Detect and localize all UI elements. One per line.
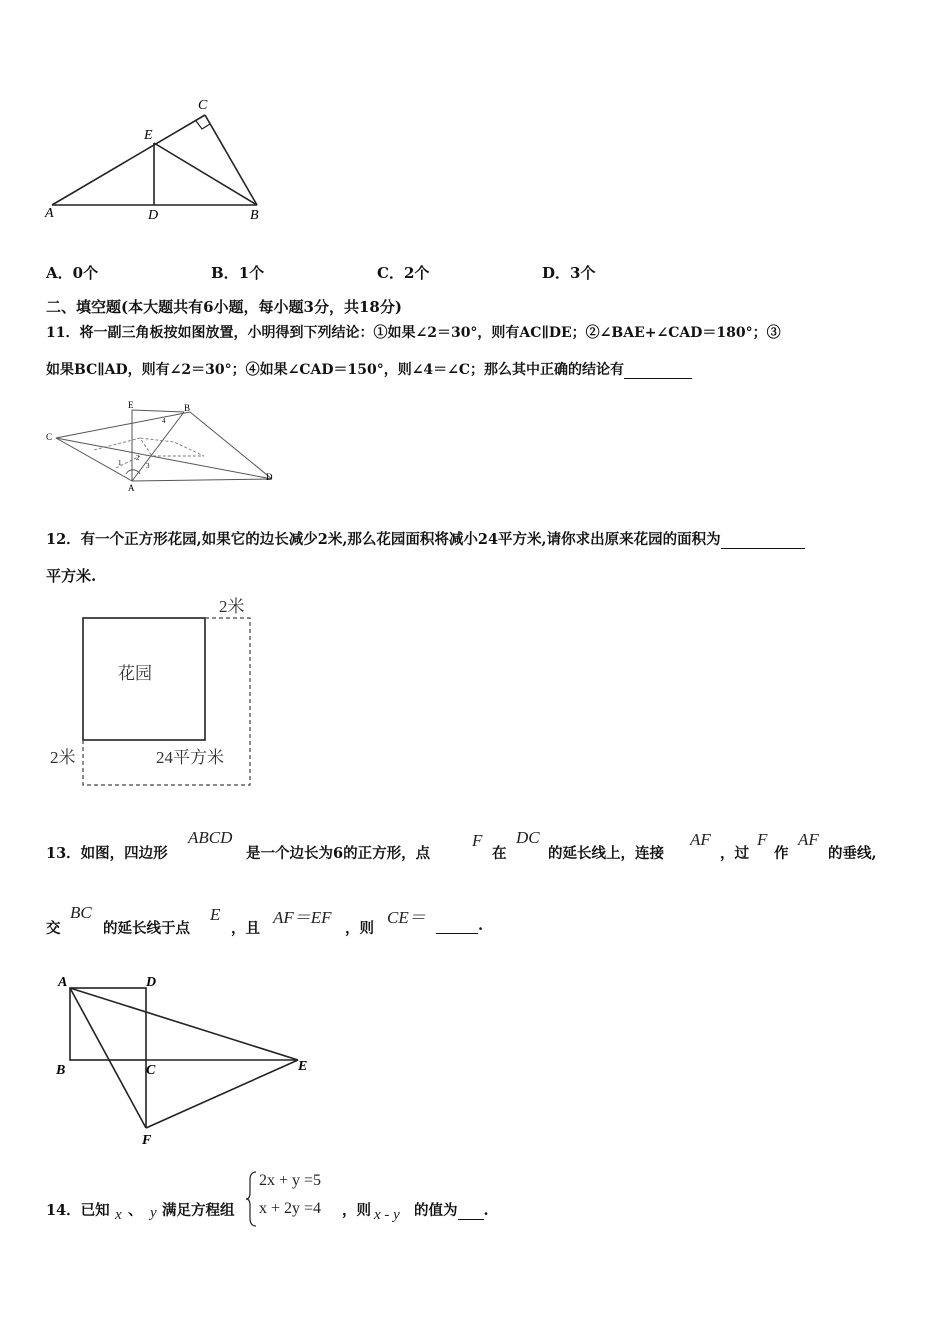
segment-ad: [132, 479, 272, 481]
q12-line2: 平方米.: [46, 567, 97, 585]
q12-line1: [46, 528, 805, 549]
q14-eq2: x + 2y =4: [259, 1200, 322, 1217]
label-f: F: [142, 1133, 152, 1148]
area-label: 24平方米: [156, 748, 224, 767]
option-b-text: 1个: [238, 264, 265, 282]
q11-answer-blank[interactable]: [624, 362, 692, 379]
label-a: A: [128, 483, 135, 493]
q13-e: E: [210, 905, 221, 924]
option-a[interactable]: [46, 262, 98, 283]
q13-af1: AF: [690, 830, 711, 849]
q13-end: .: [478, 917, 484, 934]
option-b-letter: B．: [211, 264, 239, 282]
q14-expr: x - y: [374, 1207, 400, 1223]
q13-line1-e: ，过: [720, 845, 749, 862]
section-heading: 二、填空题(本大题共有6小题，每小题3分，共18分): [46, 298, 402, 316]
label-a: A: [45, 206, 54, 221]
segment-eb: [154, 143, 257, 205]
q14-x: x: [115, 1207, 122, 1223]
q13-abcd: ABCD: [188, 828, 233, 847]
q13-bc: BC: [70, 903, 92, 922]
option-d-text: 3个: [570, 264, 596, 282]
label-a: A: [58, 975, 68, 990]
q14-y: y: [150, 1205, 157, 1221]
segment-eb: [132, 410, 184, 412]
q13-ce-eq: CE＝: [387, 908, 426, 927]
q12-figure: [40, 593, 270, 793]
q11-line1: 11．将一副三角板按如图放置，小明得到下列结论：①如果∠2＝30°，则有AC∥DE；②∠BAE+∠CAD＝180°；③: [46, 325, 781, 341]
option-d[interactable]: [542, 262, 595, 283]
q14-then: ，则: [342, 1202, 371, 1219]
q13-line1-c: 在: [492, 845, 507, 862]
q14-eq1: 2x + y =5: [259, 1172, 322, 1189]
q10-figure: [40, 95, 280, 230]
option-a-letter: A．: [46, 264, 73, 282]
q13-line2-e: [436, 917, 483, 934]
q14-suffix-text: 的值为: [414, 1202, 458, 1219]
q12-line1-text: 12．有一个正方形花园,如果它的边长减少2米,那么花园面积将减小24平方米,请你求出原来花园的面积为: [46, 531, 721, 548]
segment-cb: [205, 115, 257, 205]
q13-line1-g: 的垂线,: [828, 845, 877, 862]
angle-2: 2: [136, 454, 140, 462]
garden-label: 花园: [118, 664, 152, 683]
square-abcd: [70, 988, 146, 1060]
label-e: E: [128, 400, 134, 410]
q13-answer-blank[interactable]: [436, 917, 478, 934]
q12-answer-blank[interactable]: [721, 532, 805, 549]
q14-suffix: [414, 1199, 489, 1220]
right-angle-mark: [196, 121, 210, 129]
label-d: D: [146, 975, 157, 990]
q11-line2-text: 如果BC∥AD，则有∠2＝30°；④如果∠CAD＝150°，则∠4＝∠C；那么其中正确的结论有: [46, 362, 625, 378]
label-b: B: [184, 403, 191, 413]
dashed-lines: [94, 438, 204, 456]
label-b: B: [250, 208, 259, 223]
label-e: E: [144, 128, 153, 143]
q13-af-eq-ef: AF＝EF: [273, 908, 332, 927]
label-c: C: [46, 432, 53, 442]
left-label: 2米: [50, 748, 76, 767]
q13-line1-f: 作: [774, 845, 789, 862]
option-c-text: 2个: [403, 264, 430, 282]
q14-mid: 满足方程组: [162, 1202, 235, 1219]
q13-line2-d: ，则: [345, 920, 374, 937]
system-brace: [246, 1170, 258, 1228]
q13-line1-a: 13．如图，四边形: [46, 845, 168, 862]
q14-answer-blank[interactable]: [458, 1203, 484, 1220]
top-label: 2米: [219, 597, 245, 616]
segment-ab: [132, 412, 184, 481]
label-c: C: [146, 1063, 156, 1078]
q11-line2: [46, 359, 692, 379]
q13-line1-d: 的延长线上，连接: [548, 845, 664, 862]
q13-f2: F: [757, 830, 768, 849]
q13-f1: F: [472, 831, 483, 850]
label-b: B: [56, 1063, 66, 1078]
q13-line2-a: 交: [46, 920, 61, 937]
option-c[interactable]: [377, 262, 429, 283]
q13-line2-b: 的延长线于点: [103, 920, 190, 937]
q11-figure: [44, 398, 284, 493]
option-d-letter: D．: [542, 264, 571, 282]
option-a-text: 0个: [72, 264, 99, 282]
label-e: E: [298, 1059, 308, 1074]
option-c-letter: C．: [377, 264, 404, 282]
q13-line1-b: 是一个边长为6的正方形，点: [246, 845, 431, 862]
angle-1: 1: [118, 459, 122, 467]
angle-4: 4: [162, 417, 166, 425]
q14-sep: 、: [128, 1202, 143, 1219]
label-d: D: [148, 208, 159, 223]
q13-figure: [50, 968, 320, 1150]
q13-af2: AF: [798, 830, 819, 849]
q14-prefix: 14．已知: [46, 1202, 110, 1219]
angle-3: 3: [146, 462, 150, 470]
segment-fe: [146, 1060, 298, 1128]
q14-end: .: [483, 1202, 489, 1219]
q13-line2-c: ，且: [231, 920, 260, 937]
label-d: D: [266, 472, 273, 482]
segment-ae: [70, 988, 298, 1060]
q13-dc: DC: [516, 828, 540, 847]
label-c: C: [198, 98, 208, 113]
option-b[interactable]: [211, 262, 264, 283]
